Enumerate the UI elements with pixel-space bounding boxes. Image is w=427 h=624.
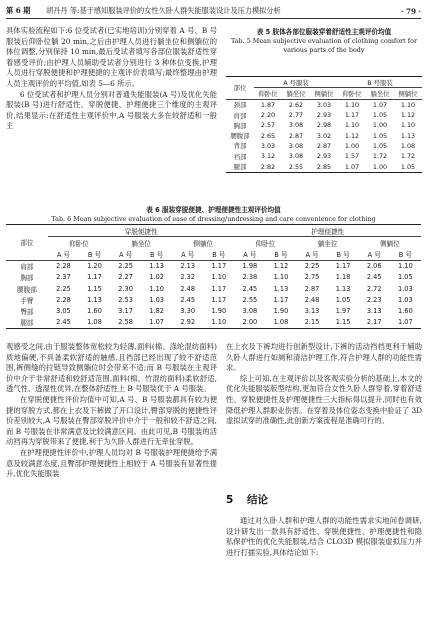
table6-cell: 1.82 bbox=[149, 306, 164, 315]
table6-row-part: 臀部 bbox=[20, 307, 34, 316]
table6-cell: 1.10 bbox=[211, 273, 227, 282]
table5-cell: 1.07 bbox=[344, 162, 360, 171]
paragraph: 综上可知,在主观评价以及客观实验分析的基础上,本文的优化失能服装版型结构,更加符合女性久卧人群穿着,穿着舒适性、穿脱便捷性及护理便捷性三大指标得以提升,同时也有效降低护理人群职业伤害。在穿着及体位姿态变换中验证了 3D 虚拟试穿的准确性,此创新方案流程是准确可行的。 bbox=[226, 373, 422, 426]
conclusion-text bbox=[226, 516, 422, 558]
table6-cell: 1.15 bbox=[335, 318, 351, 327]
table6-position-header: 仰卧位 bbox=[69, 239, 89, 248]
table6-cell: 2.37 bbox=[56, 273, 71, 282]
table6-model-header: A 号 bbox=[181, 250, 195, 259]
table5-row-part: 裆部 bbox=[233, 152, 247, 161]
table6-cell: 2.72 bbox=[366, 284, 382, 293]
table5-cell: 2.93 bbox=[316, 152, 332, 161]
table6-cell: 2.06 bbox=[366, 262, 382, 271]
table5-subheader: 躺坐位 bbox=[286, 89, 306, 98]
table6-cell: 2.45 bbox=[242, 284, 258, 293]
table6-cell: 1.10 bbox=[211, 318, 227, 327]
table5-cell: 1.05 bbox=[372, 111, 388, 120]
table5-cell: 1.10 bbox=[400, 121, 416, 130]
table6-model-header: A 号 bbox=[243, 250, 257, 259]
table6-cell: 1.97 bbox=[335, 306, 351, 315]
paragraph: 在穿脱便捷性评价均值中可知,A 号、B 号服装都具有较为便捷的穿脱方式,都在上衣及下裤做了开口设计,臀部穿脱的便捷性评价差别较大,A 号服装在臀部穿脱评价中介于一般和较不舒适之间,而 B 号服装在非常满意及比较满意区间。由此可见,B 号服装的活动裆再为穿脱带来了便捷,利于为久卧人群进行无牵扯穿脱。 bbox=[6, 394, 217, 447]
table-row bbox=[6, 260, 421, 272]
table6-model-header: A 号 bbox=[118, 250, 133, 259]
table6-cell: 1.90 bbox=[273, 306, 289, 315]
table5-row-part: 腰腹部 bbox=[230, 132, 250, 141]
table5-cell: 1.12 bbox=[400, 111, 416, 120]
table6-cell: 1.18 bbox=[335, 273, 351, 282]
table5-cell: 1.72 bbox=[372, 152, 388, 161]
table5-cell: 1.57 bbox=[344, 152, 360, 161]
table5-subheader: 侧躺位 bbox=[398, 89, 418, 98]
table5-subheader: 仰卧位 bbox=[342, 89, 362, 98]
paragraph: 通过对久卧人群和护理人群的功能性需求实地问卷调研,设计研发出一款具有舒适性、穿脱便捷性、护理便捷性和隐私保护性的优化失能服装,结合 CLO3D 模拟服装虚拟压力并进行打擂实验,具体结论如下: bbox=[226, 516, 422, 557]
table5-part-header: 部位 bbox=[226, 77, 254, 100]
table5-cell: 2.55 bbox=[288, 162, 304, 171]
table5-subheader: 侧躺位 bbox=[314, 89, 334, 98]
table6-cell: 2.32 bbox=[180, 273, 196, 282]
table6-cell: 2.13 bbox=[180, 262, 196, 271]
table5-cell: 1.00 bbox=[344, 141, 360, 150]
table5-row-part: 胸部 bbox=[233, 121, 247, 130]
paragraph: 观感受之间,由于服装整体宽松较为轻薄,面料(棉、涤纶混纺面料)质地偏硬,不具备柔软舒适的触感,且裆部已经出现了较不舒适范围,裤侧缝的拉链导致侧躺位时会带来不适;而 B 号服装在主观评价中介于非常舒适和较舒适范围,面料(棉、竹混纺面料)柔软舒适,透气性、透湿性优异,在整体舒适性上 B 号服装优于 A 号服装。 bbox=[6, 342, 217, 394]
table5-cell: 3.03 bbox=[260, 141, 276, 150]
table6-cell: 2.75 bbox=[304, 273, 320, 282]
paragraph: 6 位受试者和护理人员分别对普通失能服装(A 号)及优化失能服装(B 号)进行舒适性、穿脱便捷、护理便捷三个维度的主观评价,结果显示:在舒适性主观评价中,A 号服装大多在较舒适和一般主 bbox=[6, 89, 217, 131]
table6-cell: 1.17 bbox=[211, 284, 227, 293]
table6-model-header: A 号 bbox=[305, 250, 319, 259]
table6-cell: 1.05 bbox=[335, 295, 351, 304]
table5-cell: 1.13 bbox=[400, 131, 416, 140]
table5-cell: 1.08 bbox=[400, 141, 416, 150]
table6-cell: 2.92 bbox=[180, 318, 196, 327]
table6-model-header: A 号 bbox=[367, 250, 381, 259]
table6-cell: 1.17 bbox=[273, 295, 289, 304]
table6-position-header: 仰卧位 bbox=[255, 239, 276, 248]
table5-cell: 2.57 bbox=[260, 121, 276, 130]
table6-cell: 2.00 bbox=[242, 318, 258, 327]
table5-cell: 1.07 bbox=[372, 100, 388, 109]
table6-cell: 1.08 bbox=[273, 318, 289, 327]
table6-cell: 1.17 bbox=[211, 262, 227, 271]
table6-cell: 2.87 bbox=[304, 284, 320, 293]
table5-cell: 2.62 bbox=[288, 100, 304, 109]
table6-model-header: B 号 bbox=[212, 250, 226, 259]
table5-group-b: B 号服装 bbox=[338, 77, 422, 88]
table6-cell: 3.30 bbox=[180, 306, 196, 315]
table6-model-header: B 号 bbox=[87, 250, 102, 259]
table6-position-header: 躺坐位 bbox=[131, 239, 151, 248]
table6-cell: 2.55 bbox=[242, 295, 258, 304]
table5-row-part: 背部 bbox=[233, 142, 247, 151]
table6-cell: 2.28 bbox=[56, 295, 71, 304]
table6-model-header: B 号 bbox=[398, 250, 412, 259]
table6-cell: 1.07 bbox=[398, 318, 413, 327]
table6-cell: 1.03 bbox=[398, 295, 413, 304]
table5 bbox=[226, 76, 422, 173]
table6-group-dressing: 穿脱便捷性 bbox=[48, 225, 234, 237]
section-number: 5 bbox=[226, 494, 234, 506]
table6 bbox=[6, 224, 421, 329]
paragraph: 具体实验流程如下:6 位受试者(已实地培训)分别穿着 A 号、B 号服装后仰卧位躺 20 min,之后由护理人员进行躺坐位和侧躺位的体位调整,分别保持 10 min,最后受试者填写各部位服装舒适性穿着感受评价;由护理人员辅助受试者分别进行 3 种体位变换,护理人员进行穿脱便捷和护理便捷的主观评价表填写;最终整理由护理人员主观评价的平均值,如表 5—6 所示。 bbox=[6, 26, 217, 88]
table6-model-header: B 号 bbox=[336, 250, 350, 259]
table6-cell: 1.03 bbox=[398, 284, 413, 293]
table6-cell: 1.07 bbox=[149, 318, 164, 327]
table6-row-part: 腿部 bbox=[20, 319, 34, 328]
table6-cell: 1.10 bbox=[273, 273, 289, 282]
table6-cell: 1.12 bbox=[273, 262, 289, 271]
table5-cell: 2.82 bbox=[260, 162, 276, 171]
table5-cell: 2.65 bbox=[260, 131, 276, 140]
table6-cell: 1.17 bbox=[87, 273, 102, 282]
table5-cell: 1.17 bbox=[344, 111, 360, 120]
table6-caption-en: Tab. 6 Mean subjective evaluation of ease of dressing/undressing and care convenience for clothing bbox=[51, 215, 376, 223]
table6-cell: 3.08 bbox=[242, 306, 258, 315]
right-column-bottom bbox=[226, 342, 422, 427]
table5-group-a: A 号服装 bbox=[254, 77, 338, 88]
table6-cell: 1.08 bbox=[87, 318, 102, 327]
table5-cell: 3.08 bbox=[288, 141, 304, 150]
table5-cell: 2.93 bbox=[316, 111, 332, 120]
table5-cell: 1.10 bbox=[344, 100, 360, 109]
table6-cell: 2.53 bbox=[118, 295, 133, 304]
table6-cell: 2.25 bbox=[118, 262, 133, 271]
table6-position-header: 侧躺位 bbox=[379, 239, 400, 248]
table5-cell: 2.20 bbox=[260, 111, 276, 120]
table6-cell: 3.13 bbox=[366, 306, 382, 315]
table6-cell: 1.13 bbox=[87, 295, 102, 304]
table6-caption-zh: 表 6 服装穿脱便捷、护理便捷性主观评价均值 bbox=[146, 206, 281, 214]
table6-row-part: 胸部 bbox=[20, 274, 34, 283]
table-row bbox=[6, 294, 421, 305]
table6-part-header: 部位 bbox=[6, 225, 48, 261]
table5-cell: 1.10 bbox=[400, 100, 416, 109]
table6-cell: 1.98 bbox=[242, 262, 258, 271]
paragraph: 在护理便捷性评价中,护理人员均对 B 号服装护理便捷给予满意及较满意态度,且臀部护理便捷性上相较于 A 号服装有显著性提升,优化失能服装 bbox=[6, 447, 217, 479]
table-row bbox=[226, 110, 422, 120]
table5-row-part: 肩部 bbox=[233, 111, 247, 120]
table5-cell: 1.05 bbox=[400, 162, 416, 171]
table6-position-header: 躺坐位 bbox=[317, 239, 338, 248]
table-row bbox=[226, 141, 422, 151]
running-header bbox=[6, 4, 421, 19]
table5-cell: 3.08 bbox=[288, 121, 304, 130]
left-column-bottom bbox=[6, 342, 217, 480]
running-title: 胡丹丹 等:基于感知服装评价的女性久卧人群失能服装设计及压力模拟分析 bbox=[46, 6, 281, 15]
table5-row-part: 腿部 bbox=[233, 163, 247, 172]
table6-row-part: 腰腹部 bbox=[17, 285, 37, 294]
table6-cell: 2.17 bbox=[366, 318, 382, 327]
table6-row-part: 手臂 bbox=[20, 296, 34, 305]
table6-cell: 2.38 bbox=[242, 273, 258, 282]
table6-cell: 2.25 bbox=[304, 262, 320, 271]
table-row bbox=[226, 99, 422, 110]
table6-caption bbox=[6, 206, 421, 224]
table5-caption-zh: 表 5 肢体各部位服装穿着舒适性主观评价均值 bbox=[256, 28, 392, 36]
table5-cell: 3.12 bbox=[260, 152, 276, 161]
table-row bbox=[226, 151, 422, 161]
table6-cell: 2.25 bbox=[56, 284, 71, 293]
table6-cell: 1.10 bbox=[149, 284, 164, 293]
table6-group-care: 护理便捷性 bbox=[234, 225, 421, 237]
table-row bbox=[6, 272, 421, 283]
table5-cell: 2.77 bbox=[288, 111, 304, 120]
table6-model-header: A 号 bbox=[56, 250, 71, 259]
table6-cell: 2.45 bbox=[56, 318, 71, 327]
table-row bbox=[6, 305, 421, 316]
table5-cell: 1.72 bbox=[400, 152, 416, 161]
table5-cell: 3.08 bbox=[288, 152, 304, 161]
table5-caption bbox=[226, 28, 422, 55]
table5-cell: 1.00 bbox=[372, 121, 388, 130]
table6-cell: 3.17 bbox=[118, 306, 133, 315]
table-row bbox=[226, 130, 422, 140]
table5-caption-en: Tab. 5 Mean subjective evaluation of clothing comfort for various parts of the body bbox=[230, 37, 418, 54]
table6-cell: 1.13 bbox=[149, 262, 164, 271]
issue-number: 第 6 期 bbox=[6, 6, 31, 15]
table6-cell: 1.15 bbox=[87, 284, 102, 293]
table5-cell: 1.05 bbox=[372, 131, 388, 140]
table6-cell: 3.13 bbox=[304, 306, 320, 315]
table5-cell: 3.03 bbox=[316, 100, 332, 109]
table5-cell: 2.87 bbox=[288, 131, 304, 140]
table6-cell: 2.48 bbox=[180, 284, 196, 293]
table5-cell: 2.87 bbox=[316, 141, 332, 150]
table6-cell: 2.45 bbox=[180, 295, 196, 304]
table6-cell: 2.23 bbox=[366, 295, 382, 304]
table6-position-header: 侧躺位 bbox=[193, 239, 214, 248]
table6-row-part: 肩部 bbox=[20, 263, 34, 272]
table6-cell: 1.02 bbox=[149, 273, 164, 282]
page-number: · 79 · bbox=[400, 6, 421, 16]
table6-cell: 1.60 bbox=[87, 306, 102, 315]
table-row bbox=[226, 120, 422, 130]
table5-subheader: 躺坐位 bbox=[370, 89, 390, 98]
table-row bbox=[6, 283, 421, 294]
table5-cell: 2.85 bbox=[316, 162, 332, 171]
table5-cell: 1.12 bbox=[344, 131, 360, 140]
table5-cell: 1.05 bbox=[372, 141, 388, 150]
table6-cell: 2.27 bbox=[118, 273, 133, 282]
table5-cell: 1.87 bbox=[260, 100, 276, 109]
table6-cell: 1.17 bbox=[335, 262, 351, 271]
table6-cell: 1.20 bbox=[87, 262, 102, 271]
table6-model-header: B 号 bbox=[150, 250, 164, 259]
table-row bbox=[6, 317, 421, 329]
table5-cell: 3.02 bbox=[316, 131, 332, 140]
table6-cell: 1.10 bbox=[398, 262, 413, 271]
table6-cell: 1.13 bbox=[335, 284, 351, 293]
table6-cell: 3.05 bbox=[56, 306, 71, 315]
table6-cell: 2.30 bbox=[118, 284, 133, 293]
table6-cell: 2.28 bbox=[56, 262, 71, 271]
table6-cell: 2.45 bbox=[366, 273, 382, 282]
table6-model-header: B 号 bbox=[274, 250, 288, 259]
table5-row-part: 颈部 bbox=[233, 101, 247, 110]
table6-cell: 1.13 bbox=[273, 284, 289, 293]
table6-cell: 2.15 bbox=[304, 318, 320, 327]
table6-cell: 1.17 bbox=[211, 295, 227, 304]
left-column-top bbox=[6, 26, 217, 132]
section-heading bbox=[226, 492, 268, 507]
table5-cell: 1.10 bbox=[344, 121, 360, 130]
table6-cell: 2.48 bbox=[304, 295, 320, 304]
table6-cell: 2.58 bbox=[118, 318, 133, 327]
table5-cell: 2.98 bbox=[316, 121, 332, 130]
table6-cell: 1.03 bbox=[149, 295, 164, 304]
table5-subheader: 仰卧位 bbox=[258, 89, 278, 98]
table5-cell: 1.00 bbox=[372, 162, 388, 171]
table6-cell: 1.05 bbox=[398, 273, 413, 282]
table6-cell: 1.60 bbox=[398, 306, 413, 315]
section-title: 结论 bbox=[246, 494, 268, 506]
paragraph: 在上衣及下裤均进行创新型设计,下裤的活动裆档更利于辅助久卧人群进行如厕和清洁护理工作,符合护理人群的功能性需求。 bbox=[226, 342, 422, 373]
table6-cell: 1.90 bbox=[211, 306, 227, 315]
table-row bbox=[226, 161, 422, 172]
